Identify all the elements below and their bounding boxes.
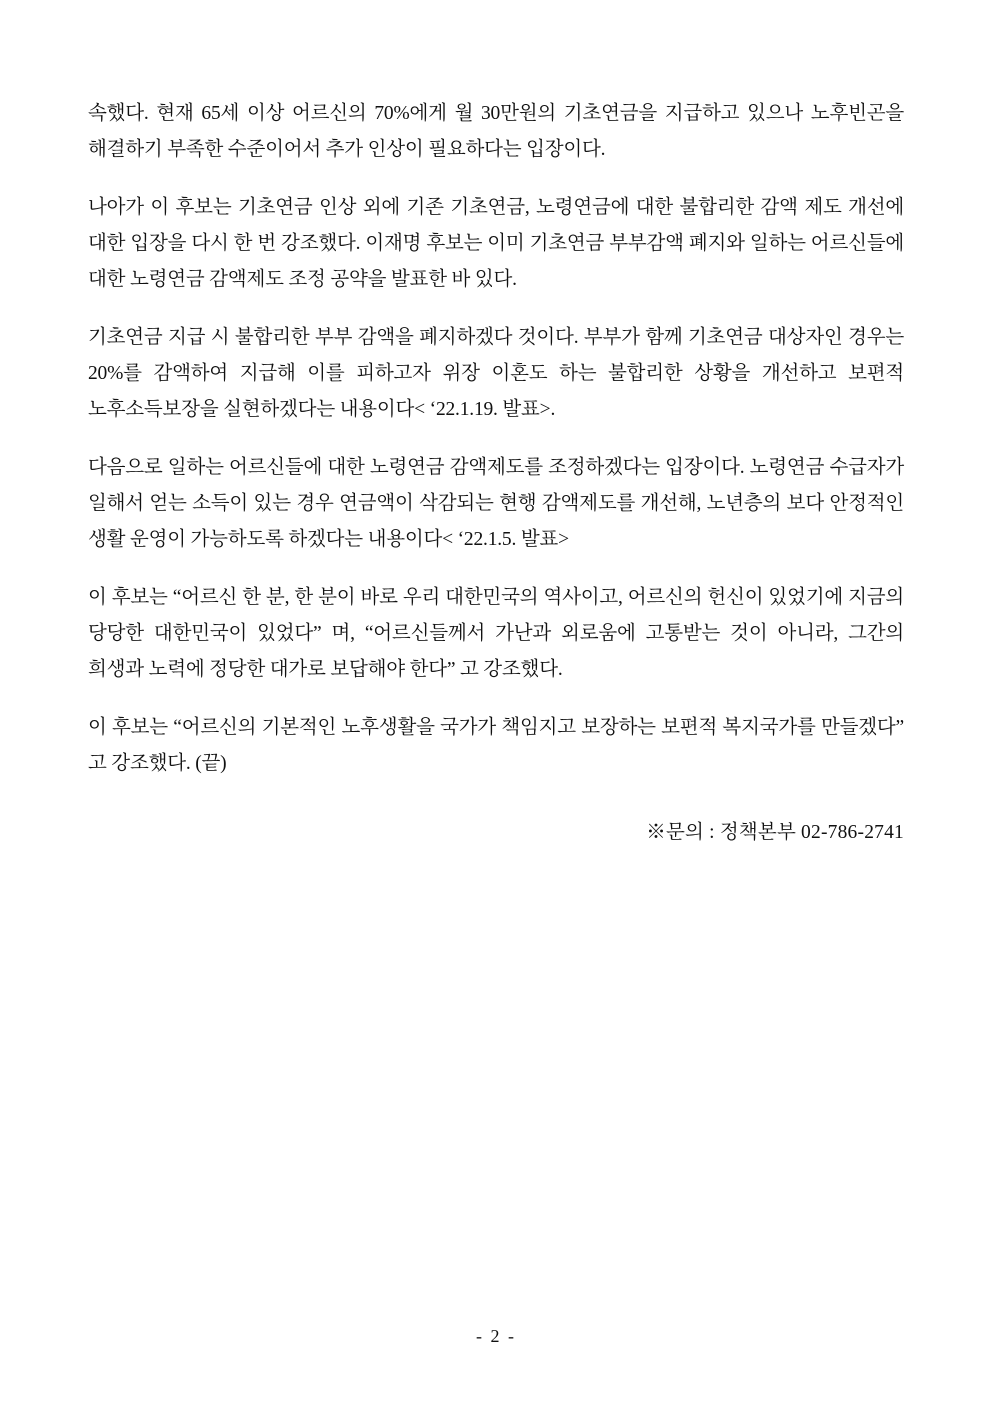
paragraph: 다음으로 일하는 어르신들에 대한 노령연금 감액제도를 조정하겠다는 입장이다. 노령연금 수급자가 일해서 얻는 소득이 있는 경우 연금액이 삭감되는 현행 감액제도를 개선해, 노년층의 보다 안정적인 생활 운영이 가능하도록 하겠다는 내용이다< ‘22.1.5. 발표> — [88, 457, 904, 550]
paragraph: 기초연금 지급 시 불합리한 부부 감액을 폐지하겠다 것이다. 부부가 함께 기초연금 대상자인 경우는 20%를 감액하여 지급해 이를 피하고자 위장 이혼도 하는 불합리한 상황을 개선하고 보편적 노후소득보장을 실현하겠다는 내용이다< ‘22.1.19. 발표>. — [88, 327, 904, 420]
paragraph: 이 후보는 “어르신의 기본적인 노후생활을 국가가 책임지고 보장하는 보편적 복지국가를 만들겠다” 고 강조했다. (끝) — [88, 717, 904, 774]
paragraph: 이 후보는 “어르신 한 분, 한 분이 바로 우리 대한민국의 역사이고, 어르신의 헌신이 있었기에 지금의 당당한 대한민국이 있었다” 며, “어르신들께서 가난과 외로움에 고통받는 것이 아니라, 그간의 희생과 노력에 정당한 대가로 보답해야 한다” 고 강조했다. — [88, 587, 904, 680]
paragraph: 나아가 이 후보는 기초연금 인상 외에 기존 기초연금, 노령연금에 대한 불합리한 감액 제도 개선에 대한 입장을 다시 한 번 강조했다. 이재명 후보는 이미 기초연금 부부감액 폐지와 일하는 어르신들에 대한 노령연금 감액제도 조정 공약을 발표한 바 있다. — [88, 197, 904, 290]
contact-line: ※문의 : 정책본부 02-786-2741 — [646, 822, 904, 843]
document-body — [88, 96, 904, 850]
page-number: - 2 - — [476, 1326, 516, 1346]
paragraph: 속했다. 현재 65세 이상 어르신의 70%에게 월 30만원의 기초연금을 지급하고 있으나 노후빈곤을 해결하기 부족한 수준이어서 추가 인상이 필요하다는 입장이다. — [88, 103, 904, 160]
